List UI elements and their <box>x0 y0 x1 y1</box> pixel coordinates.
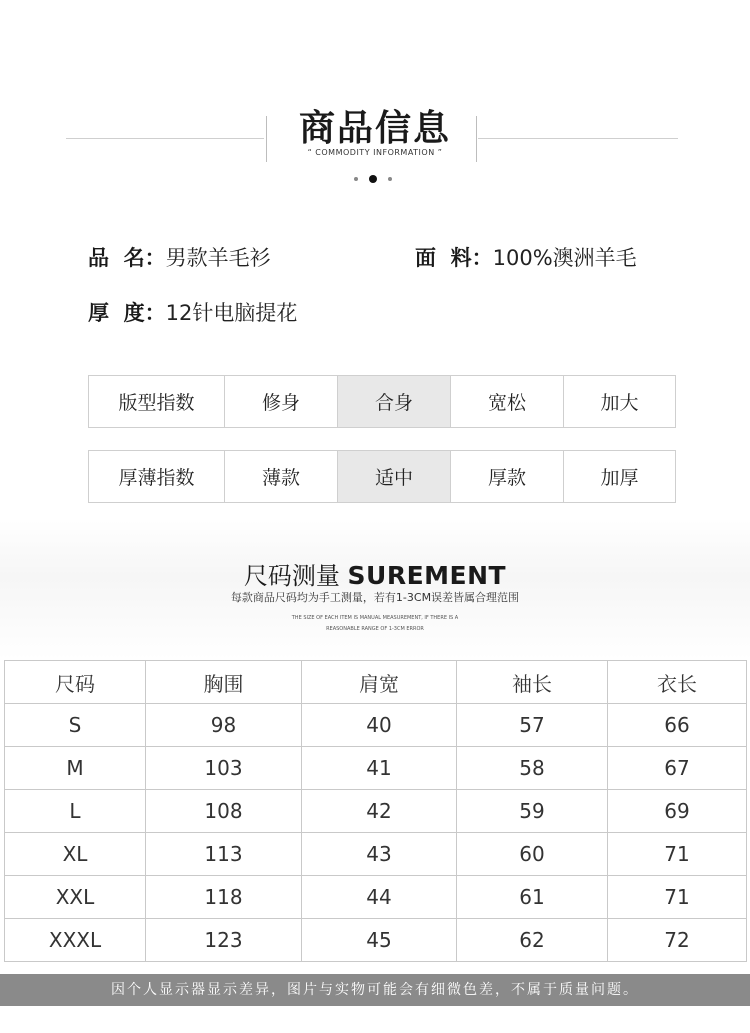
cell-shoulder: 42 <box>302 790 457 833</box>
cell-shoulder: 40 <box>302 704 457 747</box>
measurement-title-cn: 尺码测量 <box>243 562 340 590</box>
cell-length: 71 <box>608 876 747 919</box>
table-row <box>5 704 747 747</box>
info-thickness <box>88 297 297 327</box>
fit-option-selected: 合身 <box>338 376 451 427</box>
cell-sleeve: 61 <box>457 876 608 919</box>
size-table-header-row <box>5 661 747 704</box>
info-thickness-label: 厚 度： <box>88 301 166 325</box>
cell-chest: 108 <box>146 790 302 833</box>
cell-chest: 118 <box>146 876 302 919</box>
info-name-value: 男款羊毛衫 <box>165 246 271 270</box>
cell-chest: 103 <box>146 747 302 790</box>
cell-shoulder: 41 <box>302 747 457 790</box>
pager-dot-active <box>369 175 377 183</box>
table-row <box>5 747 747 790</box>
fit-index-table <box>88 375 676 428</box>
measurement-title-en: SUREMENT <box>347 561 507 590</box>
cell-length: 67 <box>608 747 747 790</box>
thickness-index-table <box>88 450 676 503</box>
measurement-title <box>0 556 750 591</box>
pager-dot <box>388 177 392 181</box>
info-name <box>88 242 271 272</box>
cell-chest: 123 <box>146 919 302 962</box>
header-cell-sleeve: 袖长 <box>457 661 608 704</box>
thickness-option-selected: 适中 <box>338 451 451 502</box>
size-table <box>4 660 747 962</box>
disclaimer-footer: 因个人显示器显示差异，图片与实物可能会有细微色差，不属于质量问题。 <box>0 974 750 1006</box>
fit-option: 修身 <box>225 376 338 427</box>
cell-size: S <box>5 704 146 747</box>
fit-option: 宽松 <box>451 376 564 427</box>
header-cell-size: 尺码 <box>5 661 146 704</box>
table-row <box>5 876 747 919</box>
cell-sleeve: 62 <box>457 919 608 962</box>
cell-length: 72 <box>608 919 747 962</box>
thickness-option: 厚款 <box>451 451 564 502</box>
cell-size: XL <box>5 833 146 876</box>
page-subtitle: “ COMMODITY INFORMATION ” <box>307 148 443 157</box>
cell-chest: 113 <box>146 833 302 876</box>
cell-sleeve: 58 <box>457 747 608 790</box>
header-cell-shoulder: 肩宽 <box>302 661 457 704</box>
thickness-index-label: 厚薄指数 <box>89 451 225 502</box>
info-fabric <box>415 242 637 272</box>
pager-dot <box>354 177 358 181</box>
measurement-note-line1: THE SIZE OF EACH ITEM IS MANUAL MEASUREMENT, IF THERE IS A <box>291 615 459 621</box>
measurement-subtitle: 每款商品尺码均为手工测量，若有1-3CM误差皆属合理范围 <box>230 591 520 604</box>
cell-sleeve: 57 <box>457 704 608 747</box>
thickness-option: 薄款 <box>225 451 338 502</box>
info-fabric-label: 面 料： <box>415 246 493 270</box>
cell-length: 71 <box>608 833 747 876</box>
thickness-option: 加厚 <box>600 467 639 489</box>
measurement-note-line2: REASONABLE RANGE OF 1-3CM ERROR <box>326 626 424 632</box>
cell-size: M <box>5 747 146 790</box>
cell-sleeve: 59 <box>457 790 608 833</box>
table-row <box>5 833 747 876</box>
header-cell-length: 衣长 <box>608 661 747 704</box>
cell-size: XXL <box>5 876 146 919</box>
cell-shoulder: 45 <box>302 919 457 962</box>
table-row <box>5 790 747 833</box>
cell-chest: 98 <box>146 704 302 747</box>
cell-size: L <box>5 790 146 833</box>
cell-shoulder: 43 <box>302 833 457 876</box>
fit-option: 加大 <box>600 392 639 414</box>
info-thickness-value: 12针电脑提花 <box>165 301 298 325</box>
table-row <box>5 919 747 962</box>
info-fabric-value: 100%澳洲羊毛 <box>492 246 637 270</box>
fit-index-label: 版型指数 <box>89 376 225 427</box>
cell-size: XXXL <box>5 919 146 962</box>
cell-shoulder: 44 <box>302 876 457 919</box>
cell-length: 66 <box>608 704 747 747</box>
cell-sleeve: 60 <box>457 833 608 876</box>
cell-length: 69 <box>608 790 747 833</box>
header-cell-chest: 胸围 <box>146 661 302 704</box>
page-title: 商品信息 <box>298 108 451 149</box>
info-name-label: 品 名： <box>88 246 166 270</box>
